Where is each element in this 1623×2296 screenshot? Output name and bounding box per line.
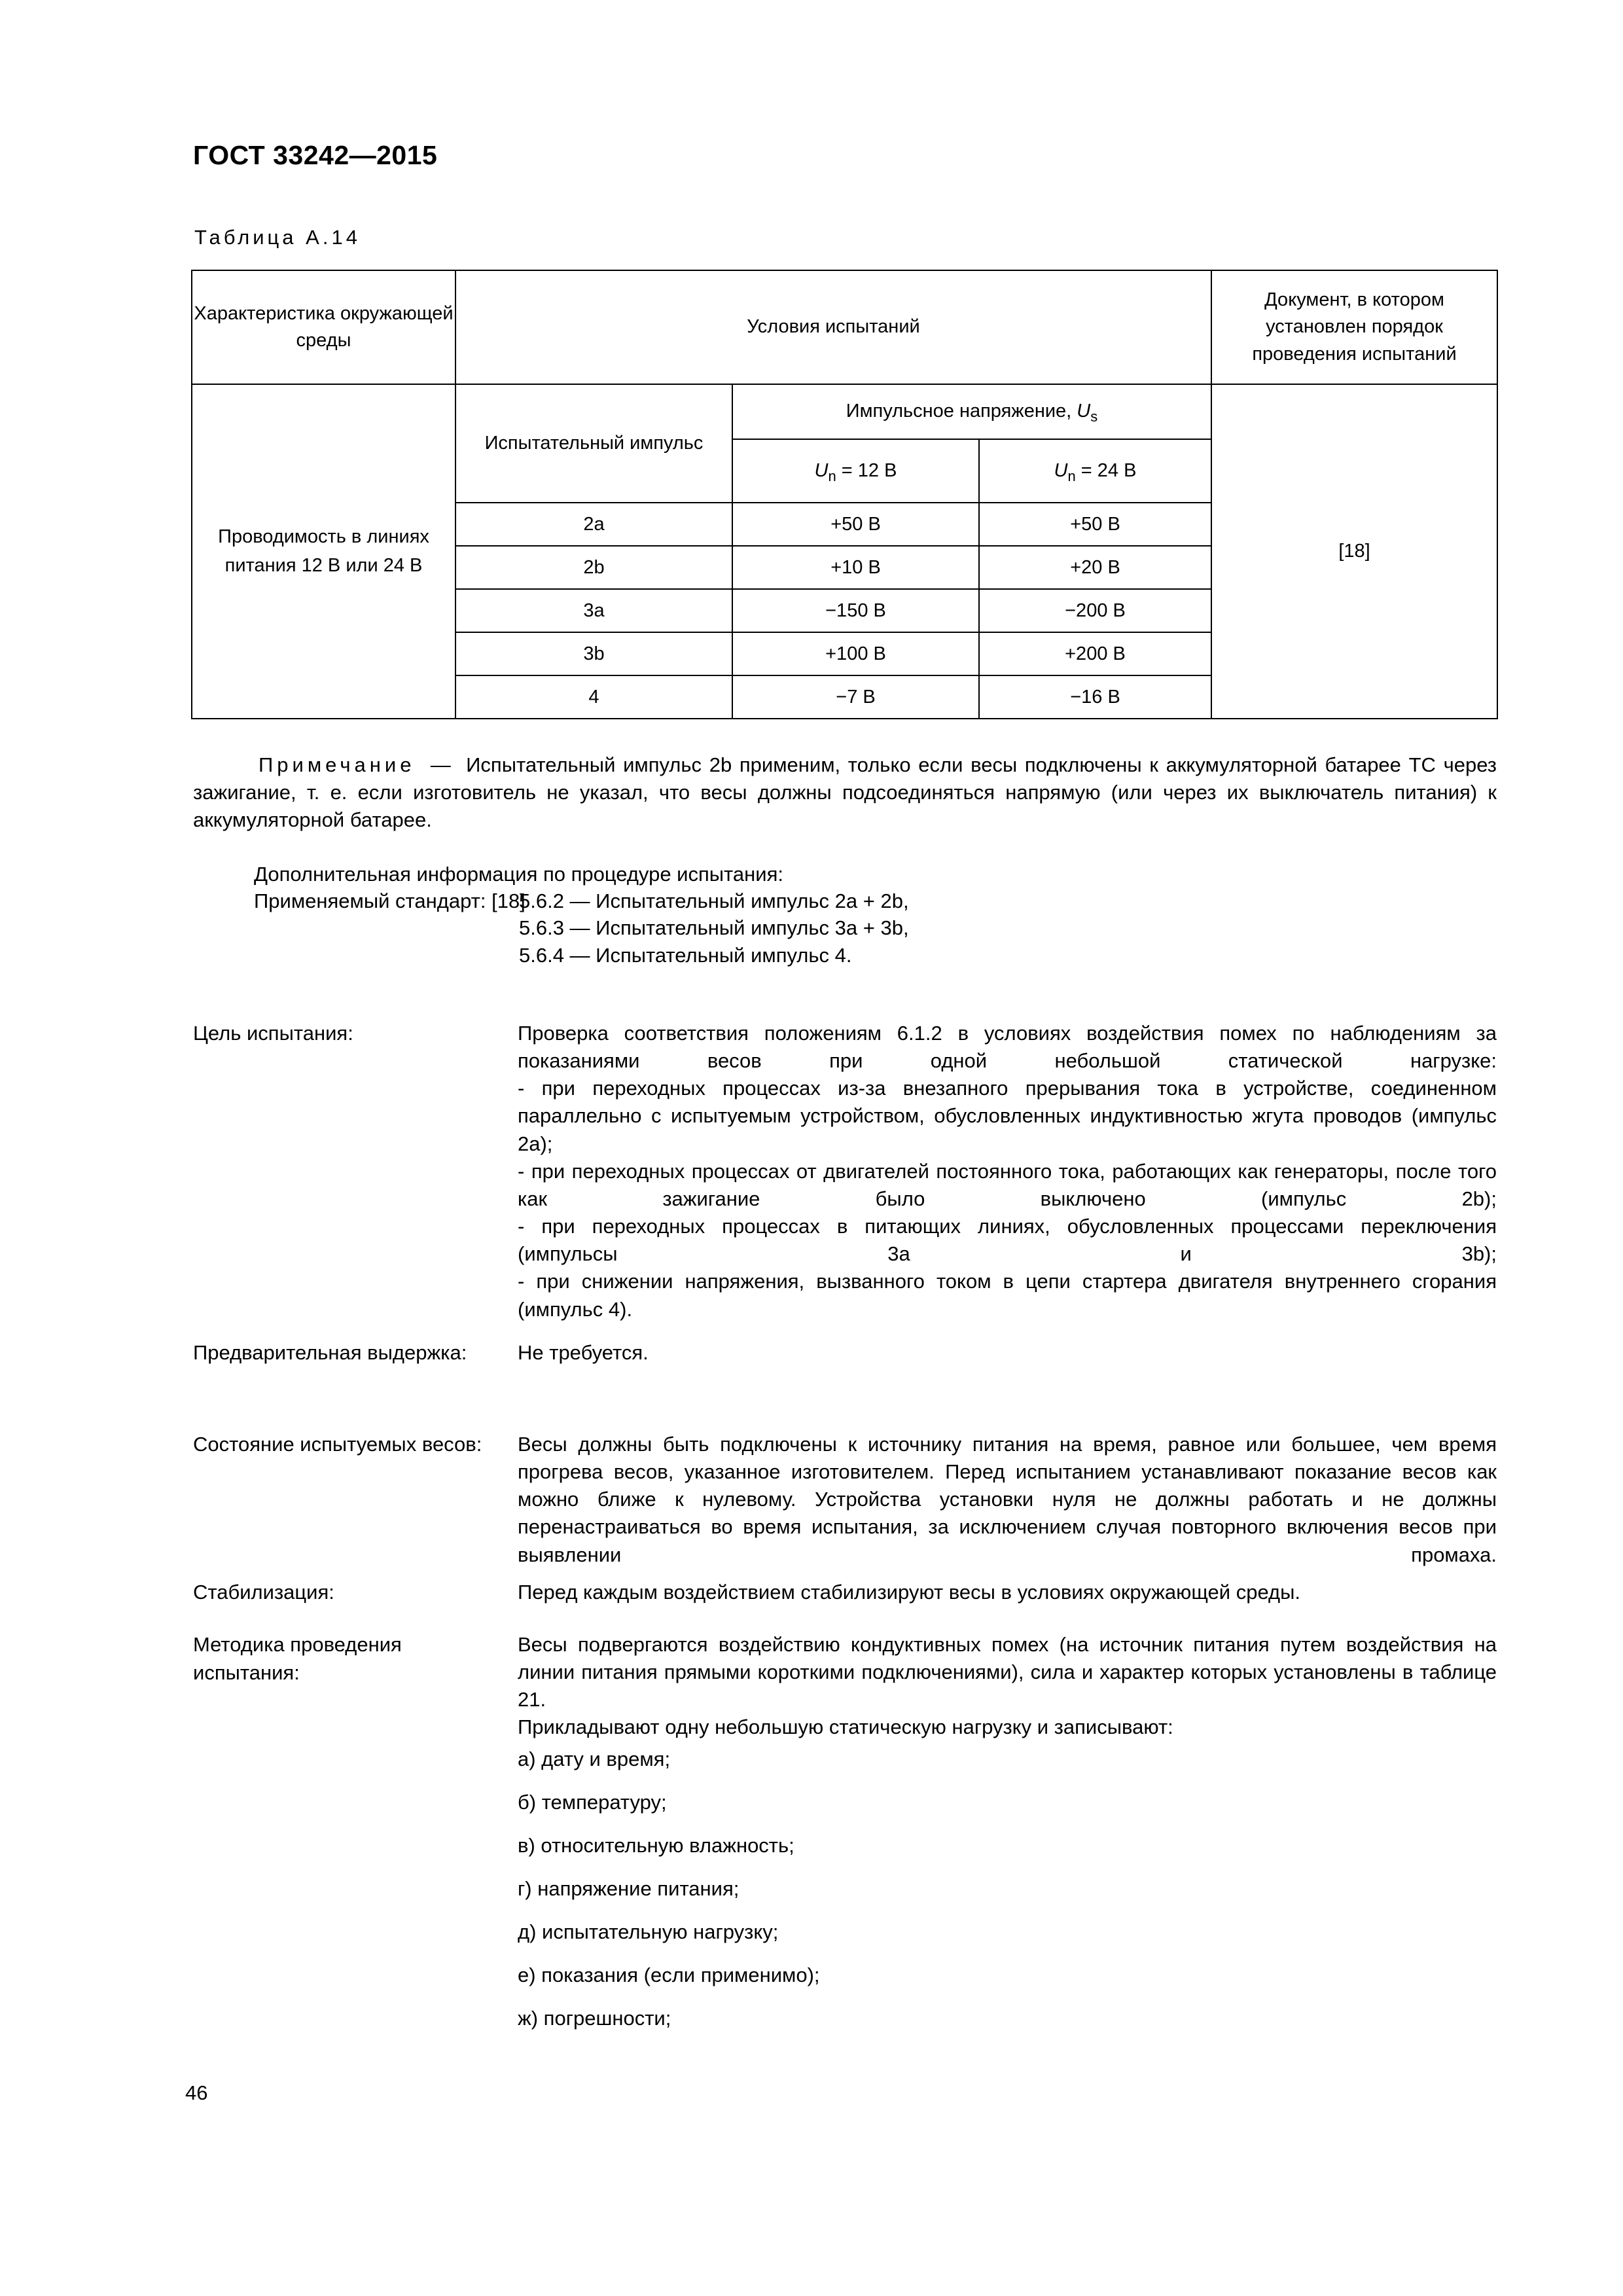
cell-u24: +50 В: [979, 503, 1211, 546]
label-method: Методика проведения испытания:: [193, 1633, 402, 1684]
stabilization-text: Перед каждым воздействием стабилизируют весы в условиях окружающей среды.: [518, 1581, 1300, 1604]
purpose-paragraph: - при снижении напряжения, вызванного током в цепи стартера двигателя внутреннего сгорания (импульс 4).: [518, 1270, 1497, 1321]
preconditioning-text: Не требуется.: [518, 1341, 649, 1364]
cell-u24: +20 В: [979, 546, 1211, 589]
cell-document-reference: [18]: [1211, 384, 1497, 719]
cell-test-impulse-label: Испытательный импульс: [455, 384, 732, 503]
page-title: ГОСТ 33242—2015: [193, 140, 438, 170]
list-item: е) показания (если применимо);: [518, 1964, 820, 1986]
un-24-subscript: n: [1067, 467, 1076, 484]
table-note: [193, 751, 1497, 834]
body-preconditioning: [518, 1339, 1497, 1367]
cell-u12: −150 В: [732, 589, 979, 632]
purpose-paragraph: Проверка соответствия положениям 6.1.2 в условиях воздействия помех по наблюдениям за показаниями весов при одной небольшой статической нагрузке:: [518, 1022, 1497, 1073]
extra-info-item: 5.6.4 — Испытательный импульс 4.: [519, 943, 852, 967]
cell-u24: −16 В: [979, 675, 1211, 719]
section-scale-state: [193, 1431, 1497, 1569]
list-item: в) относительную влажность;: [518, 1834, 794, 1857]
extra-info-line-3: [254, 942, 1497, 969]
header-environment: Характеристика окружающей среды: [192, 270, 455, 384]
cell-environment-characteristic: Проводимость в линиях питания 12 В или 24 В: [192, 384, 455, 719]
label-purpose: Цель испытания:: [193, 1022, 353, 1045]
method-paragraph: Прикладывают одну небольшую статическую нагрузку и записывают:: [518, 1715, 1173, 1739]
un-12-symbol: U: [814, 459, 829, 481]
list-item: а) дату и время;: [518, 1748, 671, 1770]
cell-u24: −200 В: [979, 589, 1211, 632]
purpose-paragraph: - при переходных процессах в питающих линиях, обусловленных процессами переключения (импульсы 3a и 3b);: [518, 1215, 1497, 1266]
cell-impulse: 2b: [455, 546, 732, 589]
section-preconditioning: [193, 1339, 1497, 1367]
note-label: Примечание: [259, 753, 416, 776]
applied-standard-label: Применяемый стандарт: [18]: [254, 889, 526, 913]
table-a14-wrapper: [191, 270, 1497, 719]
extra-info-title: Дополнительная информация по процедуре испытания:: [254, 863, 783, 886]
cell-impulse: 2a: [455, 503, 732, 546]
cell-un-12: [732, 439, 979, 503]
section-method: [193, 1631, 1497, 1742]
cell-impulse: 3b: [455, 632, 732, 675]
list-item: б) температуру;: [518, 1791, 667, 1814]
table-caption: Таблица А.14: [194, 226, 361, 249]
page-number: 46: [185, 2081, 208, 2104]
note-text: Испытательный импульс 2b применим, только если весы подключены к аккумуляторной батарее ТС через зажигание, т. е. если изготовитель не указал, что весы должны подсоединяться напрямую (или через их выключатель питания) к аккумуляторной батарее.: [193, 753, 1497, 832]
scale-state-text: Весы должны быть подключены к источнику питания на время, равное или большее, чем время прогрева весов, указанное изготовителем. Перед испытанием устанавливают показание весов как можно ближе к нулевому. Устройства установки нуля не должны работать и не должны перенастраиваться во время испытания, за исключением случая повторного включения весов при выявлении промаха.: [518, 1433, 1497, 1566]
table-header-row: [192, 270, 1497, 384]
impulse-voltage-text: Импульсное напряжение,: [846, 401, 1072, 422]
list-item: ж) погрешности;: [518, 2007, 671, 2030]
header-document: Документ, в котором установлен порядок проведения испытаний: [1211, 270, 1497, 384]
body-method: [518, 1631, 1497, 1742]
cell-u24: +200 В: [979, 632, 1211, 675]
cell-un-24: [979, 439, 1211, 503]
purpose-paragraph: - при переходных процессах от двигателей постоянного тока, работающих как генераторы, после того как зажигание было выключено (импульс 2b);: [518, 1159, 1497, 1210]
cell-u12: +100 В: [732, 632, 979, 675]
table-a14: [191, 270, 1498, 719]
purpose-paragraph: - при переходных процессах из-за внезапного прерывания тока в устройстве, соединенном параллельно с испытуемым устройством, обусловленных индуктивностью жгута проводов (импульс 2a);: [518, 1077, 1497, 1155]
un-24-symbol: U: [1054, 459, 1068, 481]
impulse-voltage-subscript: s: [1090, 408, 1098, 425]
label-stabilization: Стабилизация:: [193, 1581, 334, 1604]
extra-info-item: 5.6.2 — Испытательный импульс 2a + 2b,: [519, 889, 909, 913]
extra-info-item: 5.6.3 — Испытательный импульс 3a + 3b,: [519, 916, 909, 940]
un-12-value: = 12 В: [841, 459, 897, 481]
cell-impulse: 3a: [455, 589, 732, 632]
header-test-conditions: Условия испытаний: [455, 270, 1211, 384]
method-paragraph: Весы подвергаются воздействию кондуктивных помех (на источник питания путем воздействия на линии питания прямыми короткими подключениями), сила и характер которых установлены в таблице 21.: [518, 1633, 1497, 1712]
extra-info-line-1: [254, 888, 1497, 914]
cell-impulse-voltage-label: [732, 384, 1211, 439]
extra-info-line-2: [254, 914, 1497, 941]
list-item: д) испытательную нагрузку;: [518, 1920, 779, 1943]
body-scale-state: [518, 1431, 1497, 1569]
method-item-list: [518, 1749, 820, 2051]
body-stabilization: [518, 1579, 1497, 1606]
note-dash: —: [430, 753, 451, 776]
cell-u12: −7 В: [732, 675, 979, 719]
list-item: г) напряжение питания;: [518, 1877, 740, 1900]
section-purpose: [193, 1020, 1497, 1323]
impulse-voltage-symbol: U: [1077, 401, 1091, 422]
cell-impulse: 4: [455, 675, 732, 719]
label-preconditioning: Предварительная выдержка:: [193, 1341, 467, 1364]
extra-info-block: [254, 861, 1497, 969]
cell-u12: +50 В: [732, 503, 979, 546]
cell-u12: +10 В: [732, 546, 979, 589]
section-stabilization: [193, 1579, 1497, 1606]
body-purpose: [518, 1020, 1497, 1323]
un-12-subscript: n: [828, 467, 836, 484]
un-24-value: = 24 В: [1080, 459, 1137, 481]
label-scale-state: Состояние испытуемых весов:: [193, 1433, 482, 1456]
table-subheader-row-1: [192, 384, 1497, 439]
